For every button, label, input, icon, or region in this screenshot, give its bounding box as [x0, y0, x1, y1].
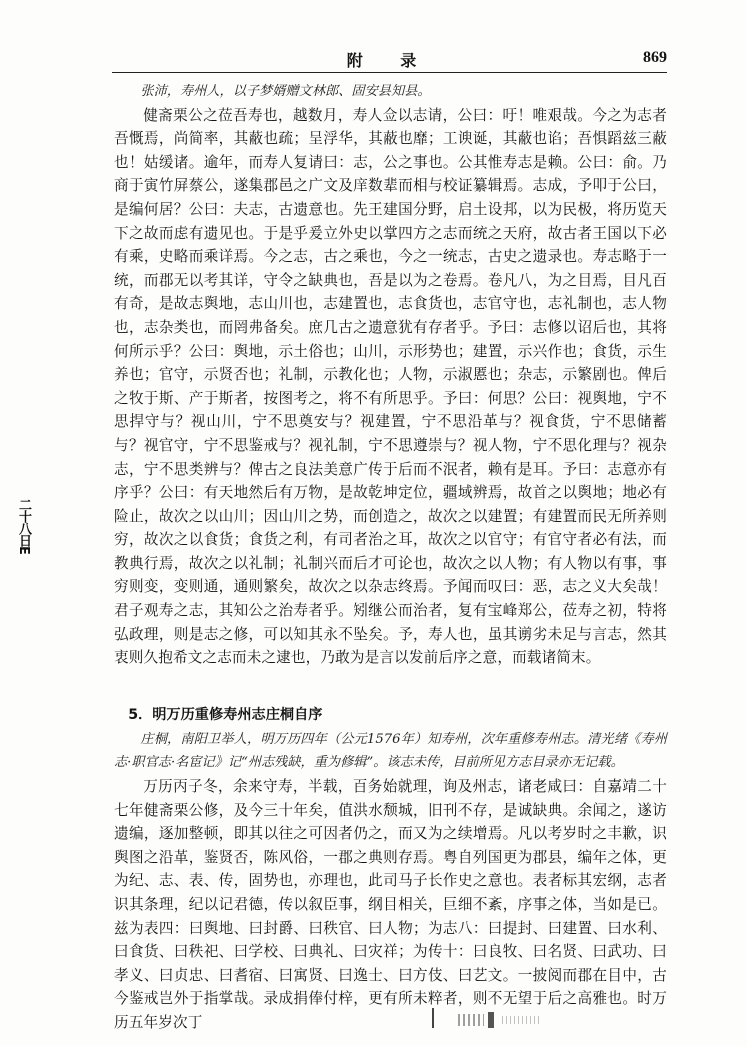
page-number: 869 — [643, 49, 667, 66]
section-4-author-note: 张沛，寿州人，以子梦婿赠文林郎、固安县知县。 — [140, 84, 431, 99]
margin-handwritten-mark: 二十八日E — [16, 498, 31, 554]
section-4-body-text: 健斋栗公之莅吾寿也，越数月，寿人佥以志请，公曰：吁！唯艰哉。今之为志者吾慨焉，尚简率，其蔽也疏；呈浮华，其蔽也靡；工谀诞，其蔽也谄；吾惧蹈兹三蔽也！姑缓诸。逾年，而寿人复请曰：志，公之事也。公其惟寿志是赖。公曰：俞。乃商于寅竹屏蔡公，遂集郡邑之广文及庠数辈而相与校证纂辑焉。志成，予叩于公曰，是编何居？公曰：夫志，古遗意也。先王建国分野，启土设邦，以为民极，将历览天下之故而虑有遗见也。于是乎爰立外史以掌四方之志而统之天府，故古者王国以下必有乘，史略而乘详焉。今之志，古之乘也，今之一统志，古史之遗录也。寿志略于一统，而郡无以考其详，守令之缺典也，吾是以为之卷焉。卷凡八，为之目焉，目凡百有奇，是故志舆地，志山川也，志建置也，志食货也，志官守也，志礼制也，志人物也，志杂类也，而罔弗备矣。庶几古之遗意犹有存者乎。予曰：志修以诏后也，其将何所示乎？公曰：舆地，示土俗也；山川，示形势也；建置，示兴作也；食货，示生养也；官守，示贤否也；礼制，示教化也；人物，示淑慝也；杂志，示繁剧也。俾后之牧于斯、产于斯者，按图考之，将不有所思乎。予曰：何思？公曰：视舆地，宁不思捍守与？视山川，宁不思奠安与？视建置，宁不思沿革与？视食货，宁不思储蓄与？视官守，宁不思鉴戒与？视礼制，宁不思遵崇与？视人物，宁不思化理与？视杂志，宁不思类辨与？俾古之良法美意广传于后而不泯者，赖有是耳。予曰：志意亦有序乎？公曰：有天地然后有万物，是故乾坤定位，疆域辨焉，故首之以舆地；地必有险止，故次之以山川；因山川之势，而创造之，故次之以建置；有建置而民无所养则穷，故次之以食货；食货之利，有司者治之耳，故次之以官守；有官守者必有法，而教典行焉，故次之以礼制；礼制兴而后才可论也，故次之以人物；有人物以有事，事穷则变，变则通，通则繁矣，故次之以杂志终焉。予闻而叹曰：恶，志之义大矣哉！君子观寿之志，其知公之治寿者乎。矧继公而治者，复有宝峰郑公，莅寿之初，特将弘政理，则是志之修，可以知其永不坠矣。予，寿人也，虽其谫劣未足与言志，然其衷则久抱希文之志而未之逮也，乃敢为是言以发前后序之意，而载诸简末。 — [114, 106, 667, 667]
section-5-body-text: 万历丙子冬，余来守寿，半载，百务始就理，询及州志，诸老咸曰：自嘉靖二十七年健斋栗公修，及今三十年矣，值洪水颓城，旧刊不存，是诚缺典。余闻之，遂访遗编，逐加整顿，即其以往之可因者仍之，而又为之续增焉。凡以考岁时之丰歉，识舆图之沿革，鉴贤否，陈风俗，一郡之典则存焉。粤自列国更为郡县，编年之体，更为纪、志、表、传，固势也，亦理也，此司马子长作史之意也。表者标其宏纲，志者识其条理，纪以记君德，传以叙臣事，纲目相关，巨细不紊，序事之体，当如是已。兹为表四：曰舆地、曰封爵、曰秩官、曰人物；为志八：曰提封、曰建置、曰水利、曰食货、曰秩祀、曰学校、曰典礼、曰灾祥；为传十：曰良牧、曰名贤、曰武功、曰孝义、曰贞忠、曰耆宿、曰寓贤、曰逸士、曰方伎、曰艺文。一披阅而郡在目中，古今鉴戒岂外于指掌哉。录成捐俸付梓，更有所未粹者，则不无望于后之高雅也。时万历五年岁次丁 — [114, 778, 667, 1031]
section-5-author-note: 庄桐，南阳卫举人，明万历四年（公元1576年）知寿州，次年重修寿州志。清光绪《寿州志·职官志·名宦记》记“州志残缺，重为修辑”。该志未传，目前所见方志目录亦无记载。 — [114, 731, 667, 771]
section-5-heading: 5．明万历重修寿州志庄桐自序 — [128, 706, 323, 723]
page-content — [114, 80, 667, 1035]
header-rule — [112, 72, 667, 73]
page-header — [112, 44, 667, 70]
running-title: 附 录 — [346, 51, 433, 70]
scan-artifact — [418, 1006, 548, 1030]
